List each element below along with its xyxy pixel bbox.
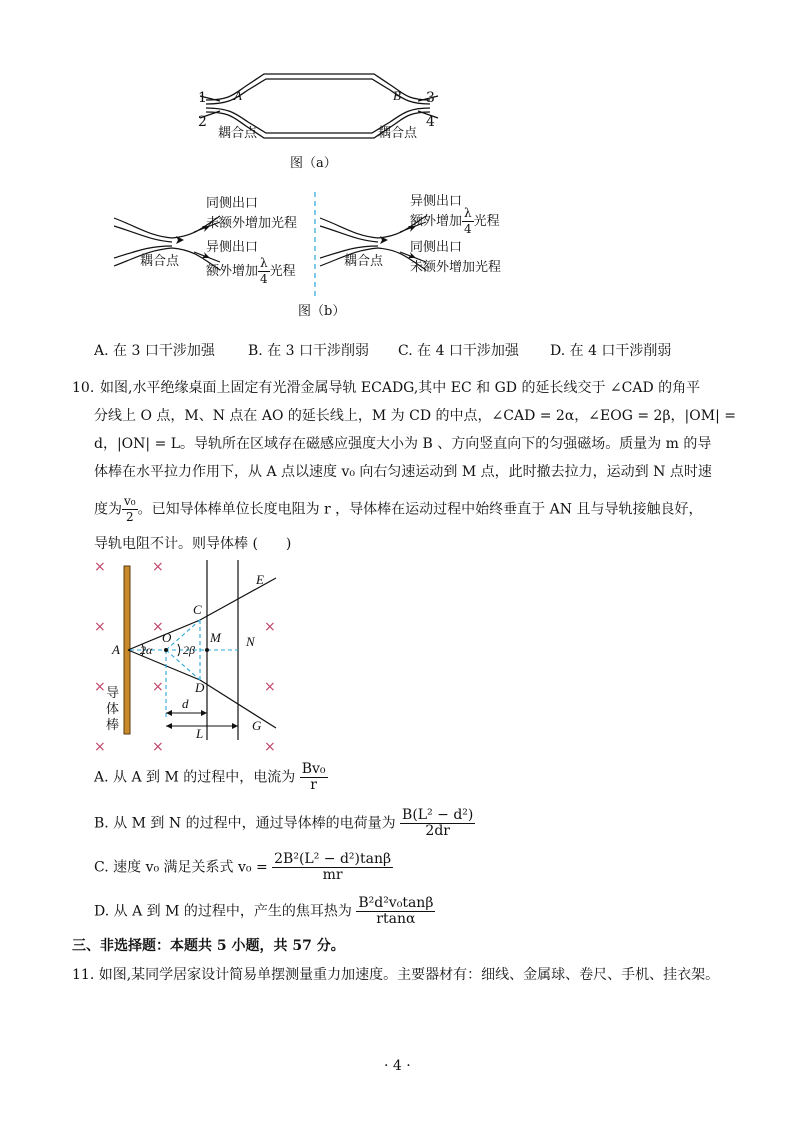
label-m: M — [210, 630, 221, 645]
left-top-exit-line2: 未额外增加光程 — [206, 216, 298, 231]
field-mark: × — [152, 679, 164, 695]
left-top-exit-line1: 同侧出口 — [206, 196, 259, 211]
label-e: E — [256, 572, 264, 587]
field-mark: × — [152, 559, 164, 575]
field-mark: × — [94, 619, 106, 635]
q10-option-d: D. 从 A 到 M 的过程中，产生的焦耳热为 $\frac{\text{B²d²v₀tanβ}}{rtan\alpha}$ — [94, 895, 434, 927]
left-coupler-label: 耦合点 — [218, 126, 258, 141]
right-top-exit-line1: 异侧出口 — [410, 194, 463, 209]
right-coupler-label: 耦合点 — [378, 126, 418, 141]
label-g: G — [252, 718, 262, 733]
option-b-fraction: $\frac{\text{B(L² − d²)}}{2dr}$ — [402, 807, 474, 839]
q10-line-4: 体棒在水平拉力作用下，从 A 点以速度 v₀ 向右匀速运动到 M 点，此时撤去拉力，运动到 N 点时速 — [94, 464, 712, 480]
q10-number: 10. — [72, 380, 95, 396]
dimension-l: L — [196, 726, 204, 741]
figure-q10 — [90, 558, 290, 755]
label-o: O — [162, 630, 172, 645]
port-2-label: 2 — [198, 114, 207, 130]
q9-option-a: A. 在 3 口干涉加强 — [94, 343, 215, 359]
option-a-fraction: $\frac{\text{Bv₀}}{r}$ — [301, 761, 326, 793]
right-bottom-exit-line1: 同侧出口 — [410, 240, 463, 255]
label-d-point: D — [195, 680, 205, 695]
port-3-label: 3 — [426, 90, 435, 106]
left-bottom-exit-line1: 异侧出口 — [206, 240, 259, 255]
field-mark: × — [94, 559, 106, 575]
port-1-label: 1 — [198, 90, 207, 106]
v0-half-fraction: $\frac{\text{v₀}}{2}$ — [124, 494, 136, 524]
page-number: · 4 · — [384, 1058, 411, 1074]
label-a: A — [112, 642, 120, 657]
q11-text: 11. 如图,某同学居家设计简易单摆测量重力加速度。主要器材有：细线、金属球、卷尺、手机、挂衣架。 — [72, 967, 720, 983]
angle-2alpha: 2α — [140, 643, 153, 657]
option-d-fraction: $\frac{\text{B²d²v₀tanβ}}{rtan\alpha}$ — [358, 895, 434, 927]
field-mark: × — [152, 739, 164, 755]
port-4-label: 4 — [426, 114, 435, 130]
field-mark: × — [94, 739, 106, 755]
right-coupler-label-b: 耦合点 — [344, 254, 384, 269]
point-a-label: A — [234, 88, 242, 103]
right-bottom-exit-line2: 未额外增加光程 — [410, 260, 502, 275]
label-n: N — [246, 634, 255, 649]
rod-label-3: 棒 — [106, 718, 120, 733]
dimension-d: d — [182, 696, 189, 711]
label-c: C — [193, 602, 202, 617]
figure-a-caption: 图（a） — [290, 156, 337, 171]
q10-line-2: 分线上 O 点，M、N 点在 AO 的延长线上，M 为 CD 的中点，∠CAD = 2α，∠EOG = 2β，|OM| = — [94, 408, 736, 424]
q9-option-b: B. 在 3 口干涉削弱 — [248, 343, 369, 359]
q10-line-3: d，|ON| = L。导轨所在区域存在磁感应强度大小为 B 、方向竖直向下的匀强磁场。质量为 m 的导 — [94, 436, 712, 452]
rod-label-1: 导 — [106, 686, 120, 701]
right-top-exit-line2: 额外增加 $\frac{\lambda}{4}$ 光程 — [410, 206, 500, 236]
field-mark: × — [264, 739, 276, 755]
q9-option-c: C. 在 4 口干涉加强 — [398, 343, 519, 359]
rod-label-2: 体 — [106, 702, 120, 717]
field-mark: × — [94, 679, 106, 695]
q10-line-6: 导轨电阻不计。则导体棒 ( ) — [94, 536, 292, 552]
option-c-fraction: $\frac{\text{2B²(L² − d²)tanβ}}{mr}$ — [274, 851, 392, 883]
point-b-label: B — [393, 88, 401, 103]
figure-b — [110, 188, 510, 328]
section-3-heading: 三、非选择题：本题共 5 小题，共 57 分。 — [72, 938, 345, 954]
left-coupler-label-b: 耦合点 — [140, 254, 180, 269]
figure-b-caption: 图（b） — [298, 304, 346, 319]
q9-option-d: D. 在 4 口干涉削弱 — [550, 343, 672, 359]
lambda-quarter-fraction: $\frac{\lambda}{4}$ — [260, 256, 268, 286]
q10-line-5: 度为 $\frac{\text{v₀}}{2}$ 。已知导体棒单位长度电阻为 r ，导体棒在运动过程中始终垂直于 AN 且与导轨接触良好， — [94, 494, 703, 524]
q10-option-b: B. 从 M 到 N 的过程中，通过导体棒的电荷量为 $\frac{\text{B(L² − d²)}}{2dr}$ — [94, 807, 474, 839]
figure-a — [190, 70, 450, 180]
q10-option-c: C. 速度 v₀ 满足关系式 v₀ = $\frac{\text{2B²(L² − d²)tanβ}}{mr}$ — [94, 851, 392, 883]
q10-option-a: A. 从 A 到 M 的过程中，电流为 $\frac{\text{Bv₀}}{r}$ — [94, 761, 326, 793]
lambda-quarter-fraction: $\frac{\lambda}{4}$ — [464, 206, 472, 236]
field-mark: × — [264, 679, 276, 695]
angle-2beta: 2β — [183, 643, 195, 657]
field-mark: × — [152, 619, 164, 635]
q10-line-1: 如图,水平绝缘桌面上固定有光滑金属导轨 ECADG,其中 EC 和 GD 的延长线交于 ∠CAD 的角平 — [100, 380, 701, 396]
field-mark: × — [264, 619, 276, 635]
left-bottom-exit-line2: 额外增加 $\frac{\lambda}{4}$ 光程 — [206, 256, 296, 286]
